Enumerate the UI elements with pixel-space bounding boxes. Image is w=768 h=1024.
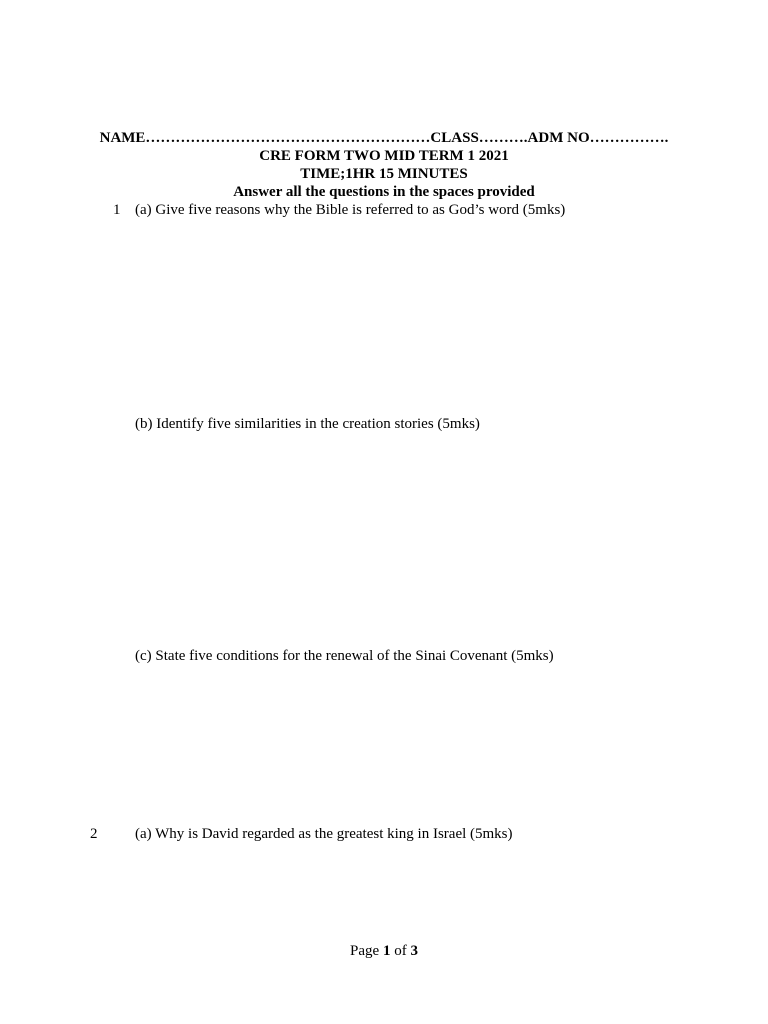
of-word: of bbox=[390, 943, 411, 959]
question-1c-text: (c) State five conditions for the renewal of the Sinai Covenant (5mks) bbox=[135, 648, 554, 664]
page-word: Page bbox=[350, 943, 383, 959]
exam-title: CRE FORM TWO MID TERM 1 2021 bbox=[259, 148, 509, 164]
current-page-number: 1 bbox=[382, 943, 391, 959]
question-1b-text: (b) Identify five similarities in the creation stories (5mks) bbox=[135, 416, 480, 432]
exam-time: TIME;1HR 15 MINUTES bbox=[300, 166, 468, 182]
question-number: 1 bbox=[113, 202, 121, 218]
page-footer bbox=[0, 942, 768, 960]
question-number: 2 bbox=[90, 826, 98, 842]
question-2a-text: (a) Why is David regarded as the greatest king in Israel (5mks) bbox=[135, 826, 513, 842]
name-class-adm-line: NAME…………………………………………………CLASS……….ADM NO……………. bbox=[99, 130, 669, 146]
total-pages-number: 3 bbox=[410, 943, 418, 959]
exam-instructions: Answer all the questions in the spaces provided bbox=[233, 184, 535, 200]
question-1a-text: (a) Give five reasons why the Bible is referred to as God’s word (5mks) bbox=[135, 202, 566, 218]
